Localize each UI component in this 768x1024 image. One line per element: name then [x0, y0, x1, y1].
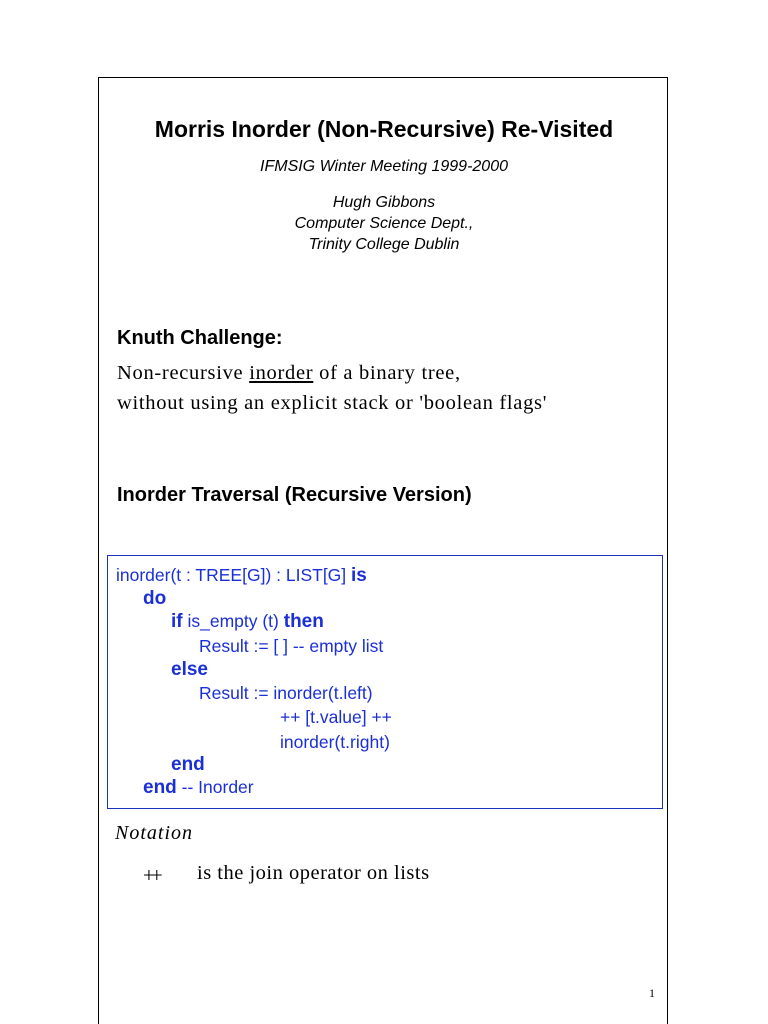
- code-line-result-empty: Result := [ ] -- empty list: [199, 636, 384, 656]
- join-operator-symbol: ++: [143, 863, 159, 887]
- challenge-line-1: [117, 362, 461, 385]
- code-line-join: ++ [t.value] ++: [280, 707, 392, 727]
- challenge-line-1-pre: Non-recursive: [117, 362, 250, 384]
- challenge-line-1-post: of a binary tree,: [313, 362, 461, 384]
- code-kw-is: is: [351, 565, 367, 586]
- code-kw-else: else: [171, 659, 208, 680]
- meeting-subtitle: IFMSIG Winter Meeting 1999-2000: [260, 158, 508, 175]
- code-kw-then: then: [283, 611, 324, 632]
- code-end-comment: -- Inorder: [176, 777, 254, 797]
- author-institution: Trinity College Dublin: [308, 236, 460, 253]
- code-line-result-inorder: Result := inorder(t.left): [199, 683, 373, 703]
- code-kw-do: do: [143, 588, 167, 609]
- code-kw-end-if: end: [171, 754, 205, 775]
- join-operator-description: is the join operator on lists: [197, 862, 430, 884]
- traversal-heading: Inorder Traversal (Recursive Version): [117, 484, 472, 506]
- notation-label: Notation: [115, 822, 194, 844]
- code-condition: is_empty (t): [182, 611, 284, 631]
- challenge-inorder-underlined: inorder: [249, 362, 314, 384]
- slide-page: [98, 77, 668, 1024]
- code-line-signature: [116, 565, 367, 587]
- code-line-inorder-right: inorder(t.right): [280, 732, 390, 752]
- code-line-end: [143, 777, 254, 799]
- page-number: 1: [649, 986, 655, 1000]
- page-title: Morris Inorder (Non-Recursive) Re-Visited: [154, 116, 614, 142]
- code-kw-if: if: [171, 611, 183, 632]
- author-name: Hugh Gibbons: [332, 194, 436, 211]
- code-line-if: [171, 611, 324, 633]
- author-dept: Computer Science Dept.,: [294, 215, 474, 232]
- challenge-heading: Knuth Challenge:: [117, 327, 283, 349]
- challenge-line-2: without using an explicit stack or 'boolean flags': [117, 392, 548, 414]
- code-kw-end: end: [143, 777, 177, 798]
- code-signature: inorder(t : TREE[G]) : LIST[G]: [116, 565, 352, 585]
